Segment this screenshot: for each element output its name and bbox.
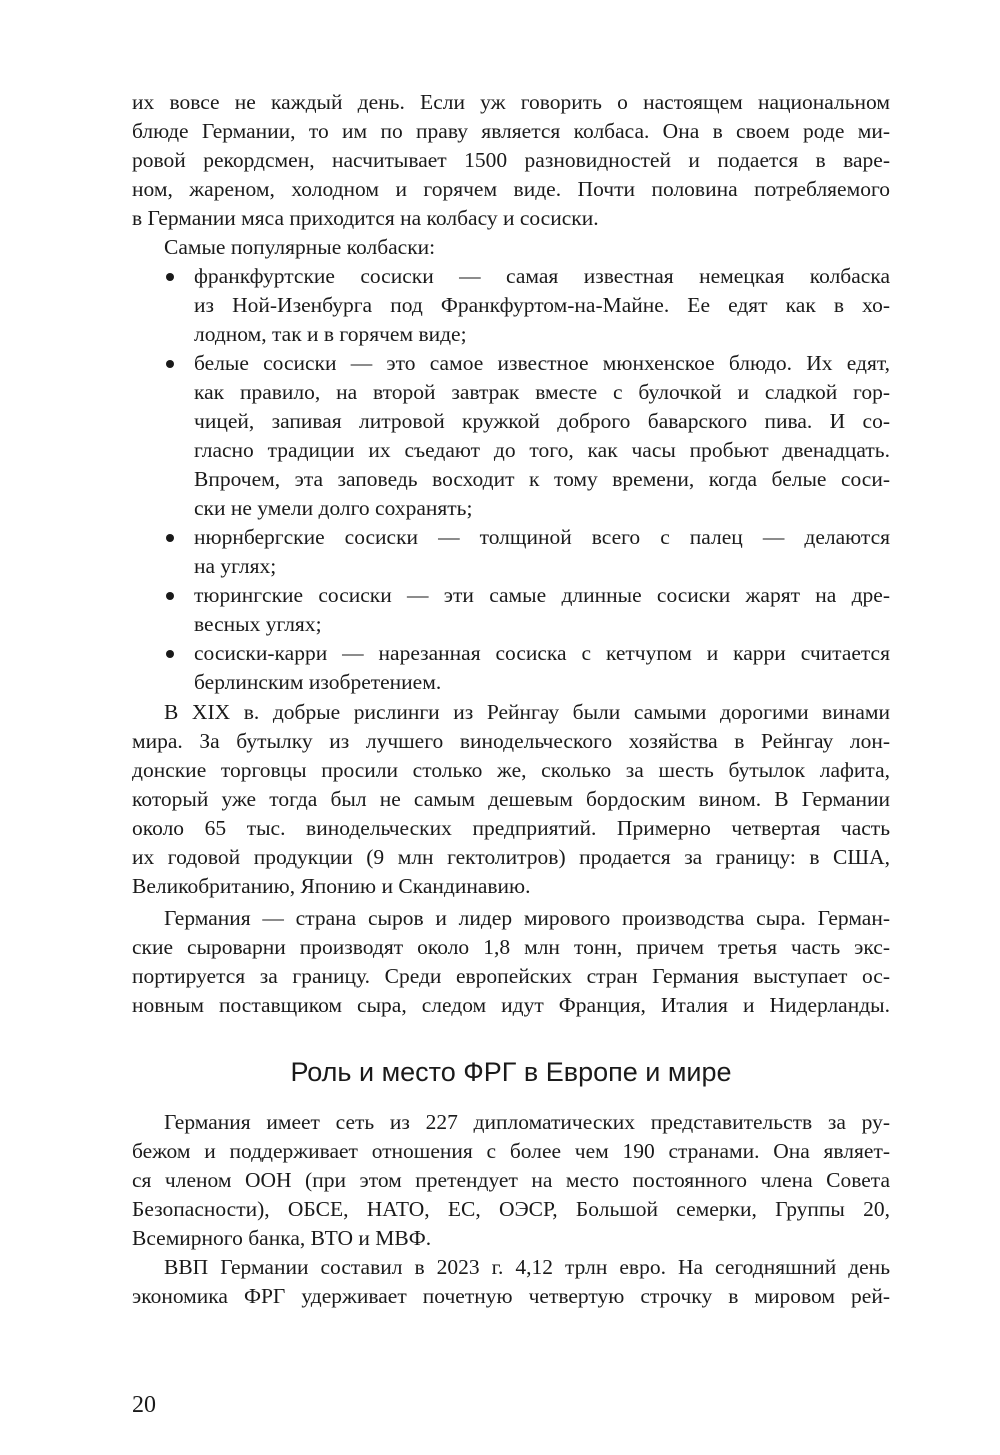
- text-line: сосиски-карри — нарезанная сосиска с кетчупом и карри считается: [132, 639, 890, 668]
- text-line: франкфуртские сосиски — самая известная немецкая колбаска: [132, 262, 890, 291]
- text-line: лодном, так и в горячем виде;: [194, 322, 467, 346]
- text-line: весных углях;: [194, 612, 322, 636]
- text-line: Безопасности), ОБСЕ, НАТО, ЕС, ОЭСР, Большой семерки, Группы 20,: [132, 1197, 890, 1221]
- text-line: около 65 тыс. винодельческих предприятий. Примерно четвертая часть: [132, 816, 890, 840]
- bullet-icon: [166, 650, 174, 658]
- list-item: [132, 581, 890, 639]
- page-number: 20: [132, 1392, 156, 1418]
- text-line: новным поставщиком сыра, следом идут Франция, Италия и Нидерланды.: [132, 993, 890, 1017]
- text-line: Великобританию, Японию и Скандинавию.: [132, 874, 531, 898]
- text-line: ски не умели долго сохранять;: [194, 496, 473, 520]
- text-line: берлинским изобретением.: [194, 670, 442, 694]
- text-line: белые сосиски — это самое известное мюнхенское блюдо. Их едят,: [132, 349, 890, 378]
- paragraph-diplomacy: [132, 1108, 890, 1253]
- text-line: ном, жареном, холодном и горячем виде. Почти половина потребляемого: [132, 177, 890, 201]
- text-line: ВВП Германии составил в 2023 г. 4,12 трлн евро. На сегодняшний день: [164, 1255, 890, 1279]
- text-line: их вовсе не каждый день. Если уж говорить о настоящем национальном: [132, 90, 890, 114]
- text-line: в Германии мяса приходится на колбасу и сосиски.: [132, 206, 599, 230]
- text-line: как правило, на второй завтрак вместе с булочкой и сладкой гор-: [194, 380, 890, 404]
- paragraph-sausage-intro: [132, 88, 890, 233]
- text-line: Германия имеет сеть из 227 дипломатических представительств за ру-: [164, 1110, 890, 1134]
- list-item: [132, 639, 890, 697]
- text-line: экономика ФРГ удерживает почетную четвертую строчку в мировом рей-: [132, 1284, 890, 1308]
- text-line: Впрочем, эта заповедь восходит к тому времени, когда белые соси-: [194, 467, 890, 491]
- text-line: Самые популярные колбаски:: [164, 235, 436, 259]
- text-line: из Ной-Изенбурга под Франкфуртом-на-Майне. Ее едят как в хо-: [194, 293, 890, 317]
- list-item: [132, 262, 890, 349]
- text-line: мира. За бутылку из лучшего винодельческого хозяйства в Рейнгау лон-: [132, 729, 890, 753]
- bullet-icon: [166, 534, 174, 542]
- bullet-icon: [166, 360, 174, 368]
- text-line: Всемирного банка, ВТО и МВФ.: [132, 1226, 432, 1250]
- text-line: донские торговцы просили столько же, сколько за шесть бутылок лафита,: [132, 758, 890, 782]
- text-line: на углях;: [194, 554, 277, 578]
- sausage-list: [132, 262, 890, 697]
- text-line: гласно традиции их съедают до того, как часы пробьют двенадцать.: [194, 438, 890, 462]
- bullet-icon: [166, 273, 174, 281]
- text-line: блюде Германии, то им по праву является колбаса. Она в своем роде ми-: [132, 119, 890, 143]
- paragraph-gdp: [132, 1253, 890, 1311]
- list-item: [132, 523, 890, 581]
- text-line: тюрингские сосиски — эти самые длинные сосиски жарят на дре-: [132, 581, 890, 610]
- list-intro: [132, 233, 890, 262]
- paragraph-cheese: [132, 904, 890, 1020]
- text-line: В XIX в. добрые рислинги из Рейнгау были самыми дорогими винами: [164, 700, 890, 724]
- text-line: ские сыроварни производят около 1,8 млн тонн, причем третья часть экс-: [132, 935, 890, 959]
- text-line: ровой рекордсмен, насчитывает 1500 разновидностей и подается в варе-: [132, 148, 890, 172]
- section-heading: Роль и место ФРГ в Европе и мире: [290, 1057, 732, 1087]
- text-line: ся членом ООН (при этом претендует на место постоянного члена Совета: [132, 1168, 890, 1192]
- list-item: [132, 349, 890, 523]
- text-line: чицей, запивая литровой кружкой доброго баварского пива. И со-: [194, 409, 890, 433]
- text-line: Германия — страна сыров и лидер мирового производства сыра. Герман-: [164, 906, 890, 930]
- text-line: который уже тогда был не самым дешевым бордоским вином. В Германии: [132, 787, 890, 811]
- bullet-icon: [166, 592, 174, 600]
- text-line: бежом и поддерживает отношения с более чем 190 странами. Она являет-: [132, 1139, 890, 1163]
- text-line: нюрнбергские сосиски — толщиной всего с палец — делаются: [132, 523, 890, 552]
- text-line: их годовой продукции (9 млн гектолитров) продается за границу: в США,: [132, 845, 890, 869]
- paragraph-riesling: [132, 698, 890, 901]
- text-line: портируется за границу. Среди европейских стран Германия выступает ос-: [132, 964, 890, 988]
